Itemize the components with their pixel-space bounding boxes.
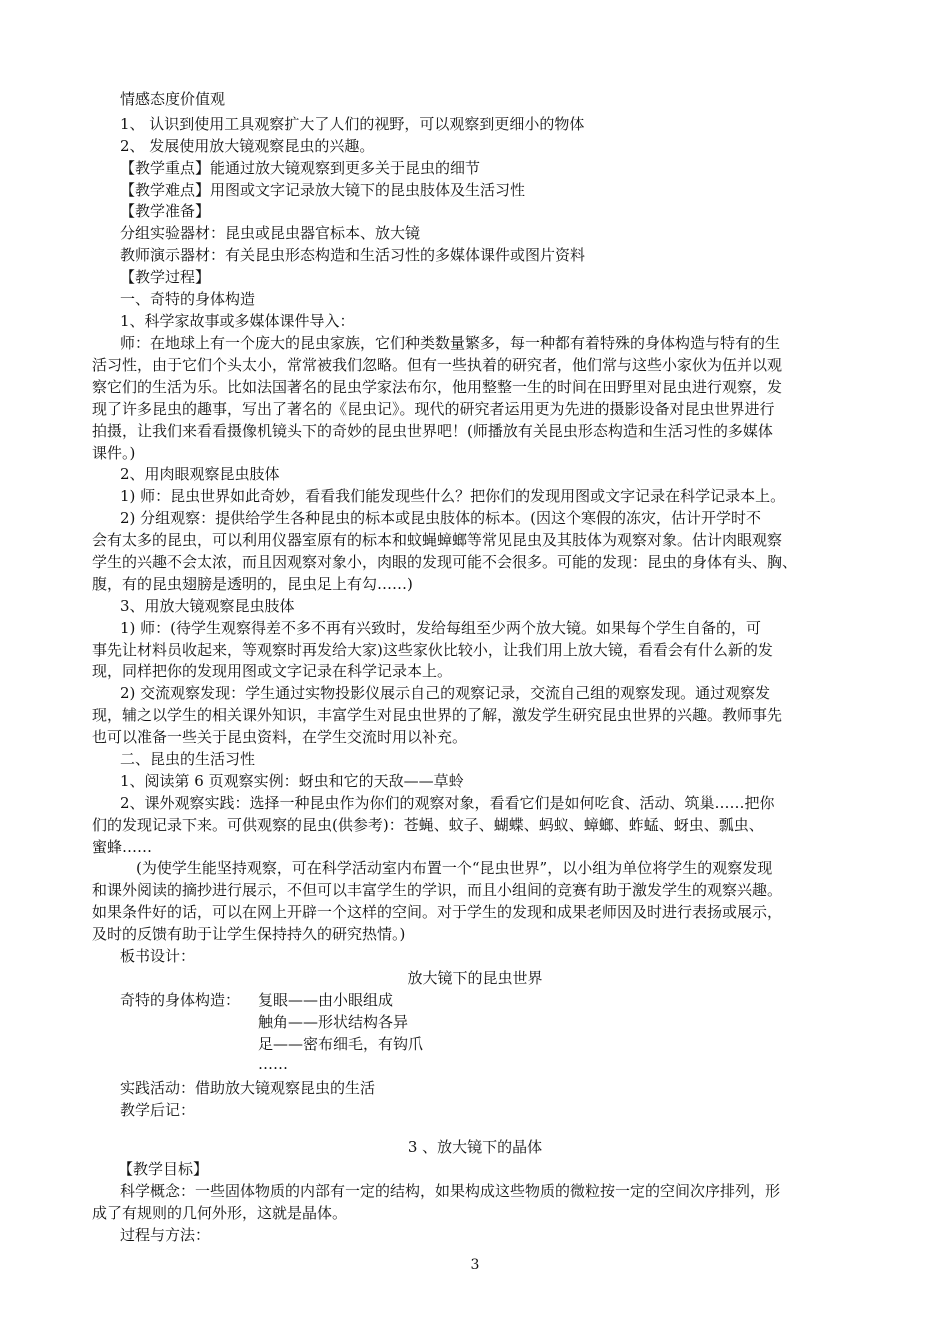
text-line: 2、 发展使用放大镜观察昆虫的兴趣。 (120, 137, 375, 155)
text-line: 师：在地球上有一个庞大的昆虫家族，它们种类数量繁多，每一种都有着特殊的身体构造与特有的生 (120, 334, 781, 352)
text-line: 1) 师：(待学生观察得差不多不再有兴致时，发给每组至少两个放大镜。如果每个学生自备的，可 (120, 619, 762, 637)
text-line: 过程与方法： (120, 1226, 211, 1244)
text-line: 现了许多昆虫的趣事，写出了著名的《昆虫记》。现代的研究者运用更为先进的摄影设备对昆虫世界进行 (92, 400, 775, 418)
text-line: 2、用肉眼观察昆虫肢体 (120, 465, 280, 483)
text-line: 板书设计： (120, 947, 196, 965)
text-line: 也可以准备一些关于昆虫资料，在学生交流时用以补充。 (92, 728, 468, 746)
text-line: 学生的兴趣不会太浓，而且因观察对象小，肉眼的发现可能不会很多。可能的发现：昆虫的身体有头、胸、 (92, 553, 798, 571)
text-line: 现，同样把你的发现用图或文字记录在科学记录本上。 (92, 662, 453, 680)
text-line: 拍摄，让我们来看看摄像机镜头下的奇妙的昆虫世界吧！(师播放有关昆虫形态构造和生活习性的多媒体 (92, 422, 773, 440)
board-label: 奇特的身体构造： (120, 991, 241, 1009)
board-item: 足——密布细毛，有钩爪 (258, 1035, 424, 1053)
text-line: 1、阅读第 6 页观察实例：蚜虫和它的天敌——草蛉 (120, 772, 464, 790)
text-line: 们的发现记录下来。可供观察的昆虫(供参考)：苍蝇、蚊子、蝴蝶、蚂蚁、蟑螂、蚱蜢、蚜虫、瓢虫、 (92, 816, 764, 834)
section-heading: 二、昆虫的生活习性 (120, 750, 256, 768)
text-line: 2) 交流观察发现：学生通过实物投影仪展示自己的观察记录，交流自己组的观察发现。通过观察发 (120, 684, 771, 702)
text-line: 如果条件好的话，可以在网上开辟一个这样的空间。对于学生的发现和成果老师因及时进行表扬或展示， (92, 903, 783, 921)
text-line: 1) 师：昆虫世界如此奇妙，看看我们能发现些什么？把你们的发现用图或文字记录在科学记录本上。 (120, 487, 786, 505)
text-line: 科学概念：一些固体物质的内部有一定的结构，如果构成这些物质的微粒按一定的空间次序排列，形 (120, 1182, 781, 1200)
page-number: 3 (470, 1257, 480, 1273)
text-line: 课件。) (92, 444, 136, 462)
board-item: 复眼——由小眼组成 (258, 991, 394, 1009)
objectives-heading: 【教学目标】 (118, 1160, 209, 1178)
text-line: 及时的反馈有助于让学生保持持久的研究热情。) (92, 925, 406, 943)
text-line: 【教学过程】 (120, 268, 211, 286)
board-title: 放大镜下的昆虫世界 (407, 969, 543, 987)
text-line: 会有太多的昆虫，可以利用仪器室原有的标本和蚊蝇蟑螂等常见昆虫及其肢体为观察对象。估计肉眼观察 (92, 531, 783, 549)
section-heading: 一、奇特的身体构造 (120, 290, 256, 308)
text-line: 情感态度价值观 (120, 90, 226, 108)
text-line: 教师演示器材：有关昆虫形态构造和生活习性的多媒体课件或图片资料 (120, 246, 586, 264)
text-line: 现，辅之以学生的相关课外知识，丰富学生对昆虫世界的了解，激发学生研究昆虫世界的兴趣。教师事先 (92, 706, 783, 724)
text-line: 2、课外观察实践：选择一种昆虫作为你们的观察对象，看看它们是如何吃食、活动、筑巢……把你 (120, 794, 775, 812)
board-item: 触角——形状结构各异 (258, 1013, 409, 1031)
text-line: 察它们的生活为乐。比如法国著名的昆虫学家法布尔，他用整整一生的时间在田野里对昆虫进行观察，发 (92, 378, 783, 396)
text-line: 活习性，由于它们个头太小，常常被我们忽略。但有一些执着的研究者，他们常与这些小家伙为伍并以观 (92, 356, 783, 374)
lesson-title: 3 、放大镜下的晶体 (407, 1138, 543, 1156)
text-line: 事先让材料员收起来，等观察时再发给大家)这些家伙比较小，让我们用上放大镜，看看会有什么新的发 (92, 641, 773, 659)
text-line: 和课外阅读的摘抄进行展示，不但可以丰富学生的学识，而且小组间的竞赛有助于激发学生的观察兴趣。 (92, 881, 783, 899)
text-line: (为使学生能坚持观察，可在科学活动室内布置一个“昆虫世界”，以小组为单位将学生的观察发现 (136, 859, 773, 877)
text-line: 腹，有的昆虫翅膀是透明的，昆虫足上有勾……) (92, 575, 413, 593)
text-line: 【教学难点】用图或文字记录放大镜下的昆虫肢体及生活习性 (120, 181, 526, 199)
text-line: 3、用放大镜观察昆虫肢体 (120, 597, 295, 615)
text-line: 1、科学家故事或多媒体课件导入： (120, 312, 355, 330)
text-line: 【教学重点】能通过放大镜观察到更多关于昆虫的细节 (120, 159, 481, 177)
text-line: 成了有规则的几何外形，这就是晶体。 (92, 1204, 348, 1222)
board-item: …… (258, 1055, 288, 1073)
text-line: 【教学准备】 (120, 202, 211, 220)
text-line: 分组实验器材：昆虫或昆虫器官标本、放大镜 (120, 224, 421, 242)
text-line: 2) 分组观察：提供给学生各种昆虫的标本或昆虫肢体的标本。(因这个寒假的冻灾，估计开学时不 (120, 509, 762, 527)
text-line: 1、 认识到使用工具观察扩大了人们的视野，可以观察到更细小的物体 (120, 115, 585, 133)
board-practice: 实践活动：借助放大镜观察昆虫的生活 (120, 1079, 376, 1097)
postscript-label: 教学后记： (120, 1101, 196, 1119)
text-line: 蜜蜂…… (92, 838, 153, 856)
